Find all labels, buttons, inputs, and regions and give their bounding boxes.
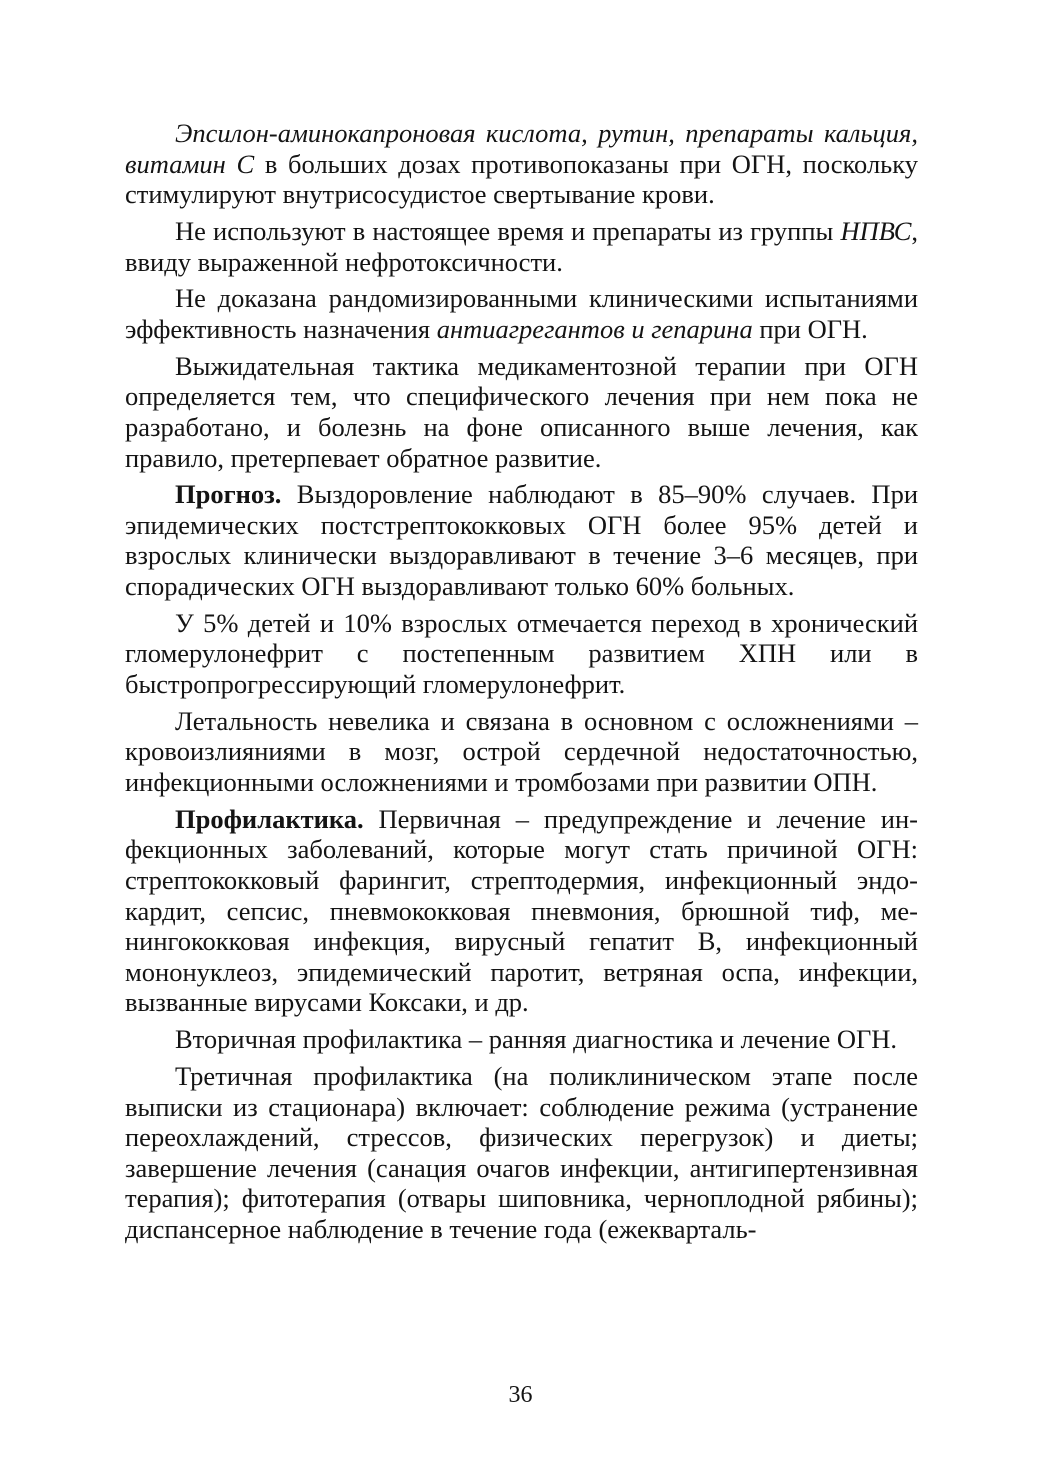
- paragraph-text: Выжидательная тактика медикаментозной терапии при ОГН определяется тем, что специфического лечения при нем пока не разработано, и болезнь на фоне описанного выше лечения, как правило, претерпевает обратное развитие.: [125, 350, 918, 473]
- page-number: 36: [508, 1382, 533, 1408]
- paragraph-secondary-prevention: [125, 1024, 918, 1055]
- heading-prevention: Профилактика.: [175, 803, 364, 834]
- paragraph-hemostatics: [125, 118, 918, 210]
- paragraph-text: при ОГН.: [752, 313, 868, 344]
- paragraph-text: Выздоровление наблюдают в 85–90% случаев. При эпидемических постстрептококковых ОГН более 95% детей и взрослых клинически выздоравливают в течение 3–6 месяцев, при спорадических ОГН выздоравливают только 60% больных.: [125, 479, 918, 602]
- paragraph-tertiary-prevention: [125, 1061, 918, 1245]
- paragraph-text: Не доказана рандомизированными клиническими испытаниями эффективность назначения: [125, 283, 918, 344]
- paragraph-nsaids: [125, 216, 918, 277]
- paragraph-antiplatelets: [125, 283, 918, 344]
- paragraph-text: У 5% детей и 10% взрослых отмечается переход в хронический гломерулонефрит с постепенным развитием ХПН или в быстропрогрессирующий гломерулонефрит.: [125, 607, 918, 700]
- paragraph-lethality: [125, 706, 918, 798]
- paragraph-text: Летальность невелика и связана в основном с осложнениями – кровоизлияниями в мозг, острой сердечной недостаточностью, инфекционными осложнениями и тромбозами при развитии ОПН.: [125, 705, 918, 797]
- paragraph-prevention: [125, 804, 918, 1018]
- paragraph-text: в больших дозах противопоказаны при ОГН, поскольку стимулируют внутрисосудистое свертывание крови.: [125, 148, 919, 210]
- paragraph-tactics: [125, 351, 918, 473]
- paragraph-text: Первичная – предупреждение и лечение инфекционных заболеваний, которые могут стать причиной ОГН: стрептококковый фарингит, стрептодермия, инфекционный эндокардит, сепсис, пневмококковая пневмония, брюшной тиф, менингококковая инфекция, вирусный гепатит В, инфекционный мононуклеоз, эпидемический паротит, ветряная оспа, инфекции, вызванные вирусами Коксаки, и др.: [125, 803, 918, 1018]
- paragraph-chronic-transition: [125, 608, 918, 700]
- italic-drug-names: Эпсилон-аминокапроновая кислота, рутин, препараты кальция, витамин С: [125, 118, 918, 179]
- paragraph-text: Вторичная профилактика – ранняя диагностика и лечение ОГН.: [175, 1024, 898, 1055]
- page-body: [125, 118, 918, 1251]
- heading-prognosis: Прогноз.: [175, 479, 282, 510]
- paragraph-prognosis: [125, 479, 918, 601]
- paragraph-text: , ввиду выраженной нефротоксичности.: [125, 215, 918, 277]
- italic-term: антиагрегантов и гепарина: [436, 313, 753, 344]
- paragraph-text: Третичная профилактика (на поликлиническом этапе после выписки из стационара) включает: соблюдение режима (устранение переохлаждений, стрессов, физических перегрузок) и диеты; завершение лечения (санация очагов инфекции, антигипертензивная терапия); фитотерапия (отвары шиповника, черноплодной рябины); диспансерное наблюдение в течение года (ежекварталь-: [125, 1060, 918, 1244]
- paragraph-text: Не используют в настоящее время и препараты из группы: [175, 215, 841, 246]
- italic-term: НПВС: [840, 215, 912, 246]
